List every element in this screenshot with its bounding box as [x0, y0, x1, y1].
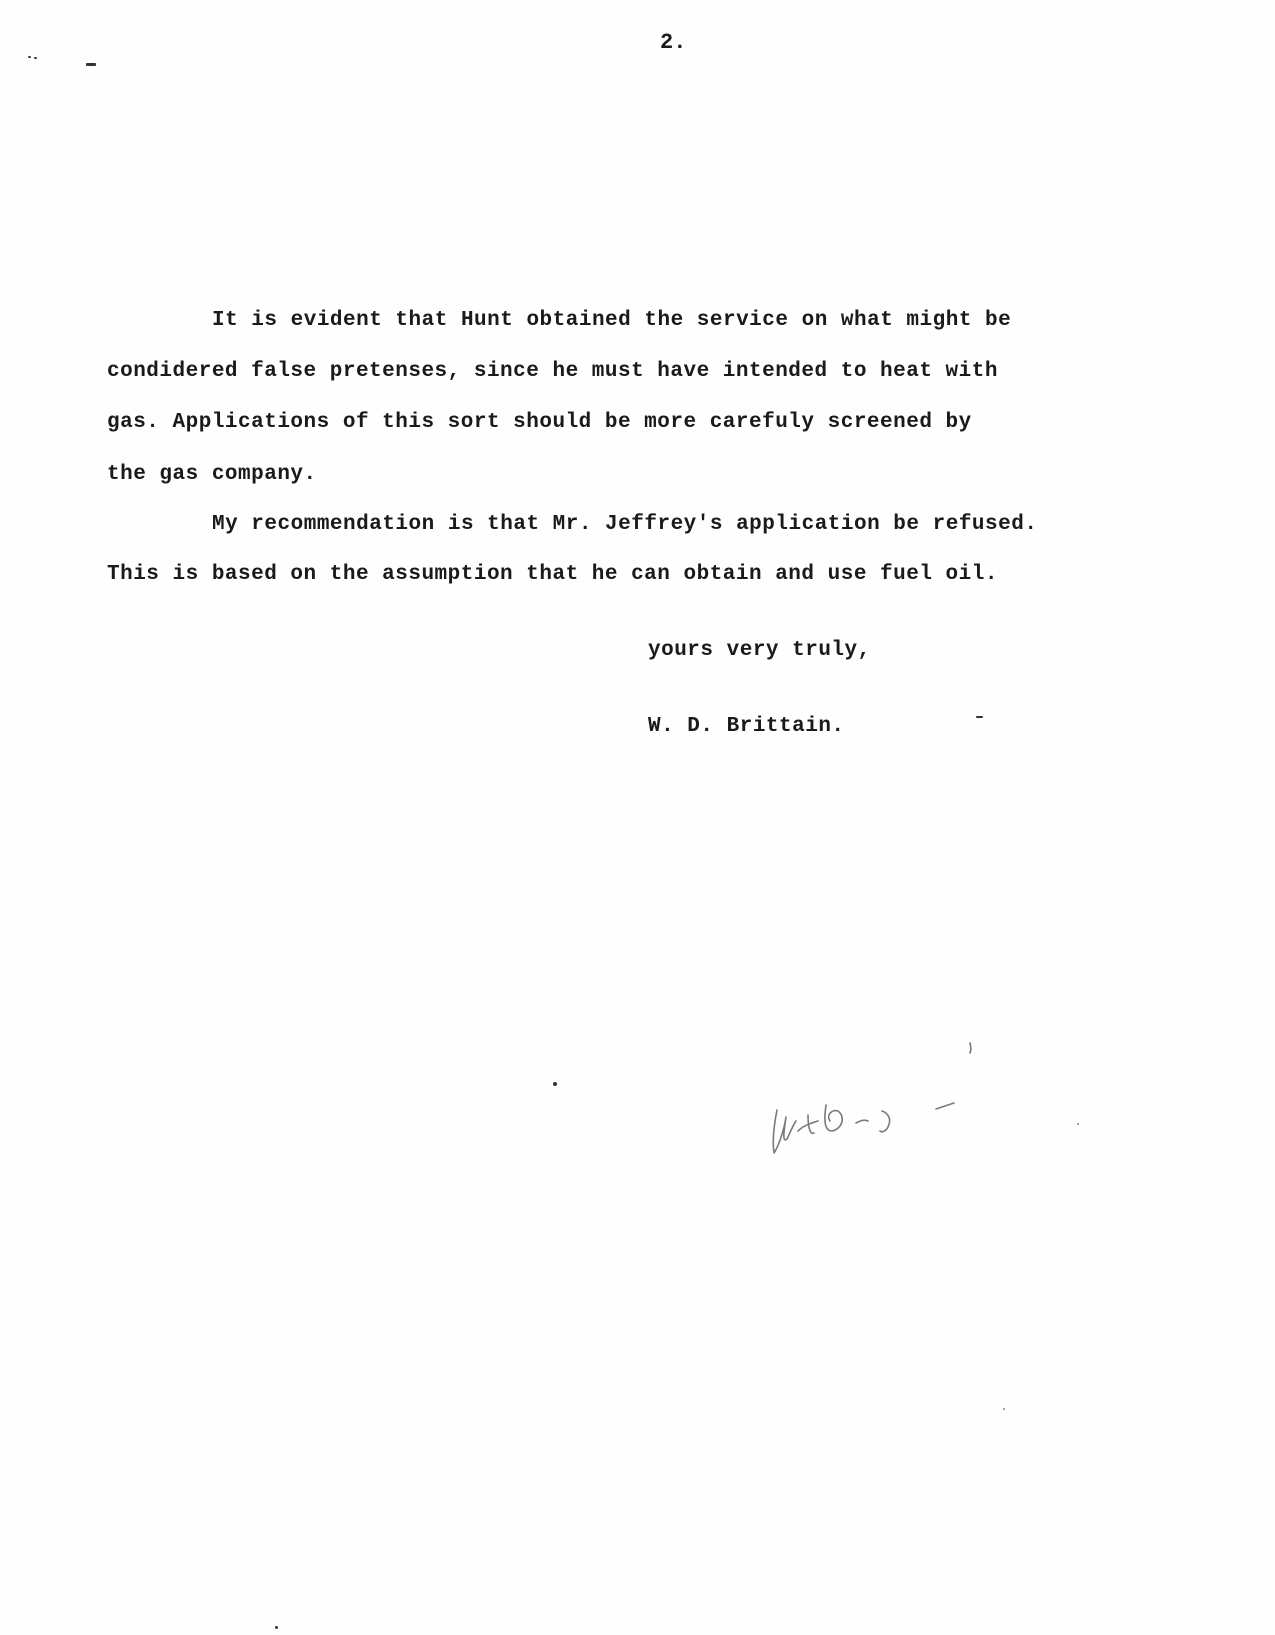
scan-speck: [86, 63, 96, 66]
body-line-5: My recommendation is that Mr. Jeffrey's application be refused.: [212, 513, 1038, 536]
scan-speck: [34, 57, 37, 59]
signer-name: W. D. Brittain.: [648, 715, 845, 738]
scan-speck: [1003, 1408, 1005, 1410]
scan-speck: [553, 1082, 557, 1086]
scan-speck: [28, 56, 31, 58]
scan-speck: [1077, 1123, 1079, 1125]
scan-speck: [275, 1626, 278, 1629]
body-line-2: condidered false pretenses, since he must have intended to heat with: [107, 360, 998, 383]
pencil-scribble-icon: [760, 1035, 1020, 1165]
body-line-6: This is based on the assumption that he can obtain and use fuel oil.: [107, 563, 998, 586]
page-number: 2.: [660, 30, 687, 55]
body-line-1: It is evident that Hunt obtained the service on what might be: [212, 309, 1012, 332]
scan-speck: [976, 716, 983, 718]
body-line-3: gas. Applications of this sort should be more carefuly screened by: [107, 411, 972, 434]
closing-salutation: yours very truly,: [648, 639, 871, 662]
body-line-4: the gas company.: [107, 463, 317, 486]
